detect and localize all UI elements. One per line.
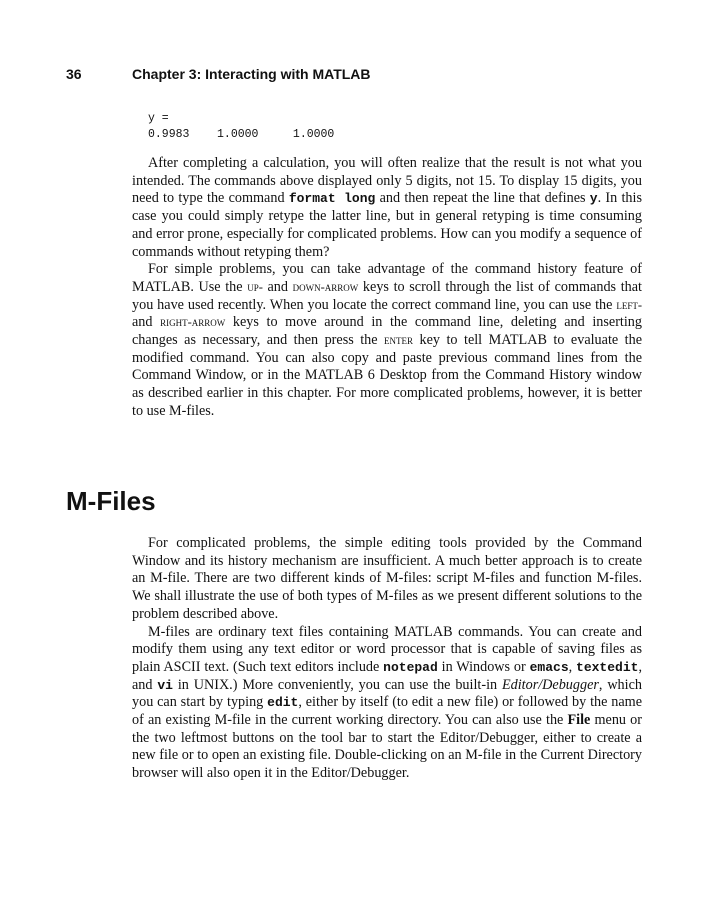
text: and [132,314,161,331]
text: keys to move around in the command line, deleting and inserting changes as necessary, and then press the [132,314,642,349]
section-heading: M-Files [66,486,156,516]
key-name: up- [247,279,263,294]
text: and [262,278,293,295]
text: keys to scroll through the list of commands that you have used recently. When you locate the correct command line, you can use the [132,278,642,313]
text: For simple problems, you can take advantage of the command history feature of MATLAB. Use the [132,261,642,295]
key-name: left- [616,297,642,312]
inline-code: edit [267,695,299,711]
text: , [568,658,577,675]
text: , either by itself (to edit a new file) or followed by the name of an existing M-file in the current working directory. You can also use the [132,694,642,729]
bold-term: File [567,712,591,729]
chapter-title: Chapter 3: Interacting with MATLAB [132,66,371,82]
text: M-files are ordinary text files containing MATLAB commands. You can create and modify them using any text editor or word processor that is capable of saving files as plain ASCII text. (Such text editors include [132,623,642,675]
page-number: 36 [66,66,82,82]
emphasis: Editor/Debugger [501,676,599,693]
body-text-bottom [132,535,642,783]
paragraph-3: For complicated problems, the simple editing tools provided by the Command Window and its history mechanism are insufficient. A much better approach is to create an M-file. There are two different kinds of M-files: script M-files and function M-files. We shall illustrate the use of both types of M-files as we present different solutions to the problem described above. [132,535,642,622]
body-text-top [132,155,642,421]
inline-code: notepad [383,659,438,675]
key-name: enter [384,333,414,348]
key-name: down-arrow [292,279,359,294]
text: After completing a calculation, you will often realize that the result is not what you intended. The commands above displayed only 5 digits, not 15. To display 15 digits, you need to type the command [132,155,642,207]
inline-code: vi [157,677,173,693]
text: . In this case you could simply retype the latter line, but in general retyping is time consuming and error prone, especially for complicated problems. How can you modify a sequence of commands without retyping them? [132,190,642,260]
inline-code: format long [288,191,376,207]
text: in UNIX.) More conveniently, you can use the built-in [172,676,502,693]
paragraph-4 [132,624,642,783]
code-line-1: y = [148,112,169,125]
text: and then repeat the line that defines [375,190,590,207]
text: , and [132,658,642,693]
inline-code: y [589,191,598,207]
code-line-2: 0.9983 1.0000 1.0000 [148,128,335,141]
text: key to tell MATLAB to evaluate the modified command. You can also copy and paste previous command lines from the Command Window, or in the MATLAB 6 Desktop from the Command History window as described earlier in this chapter. For more complicated problems, however, it is better to use M-files. [132,332,642,419]
paragraph-2 [132,261,642,420]
text: in Windows or [437,658,530,675]
paragraph-1 [132,155,642,261]
inline-code: emacs [529,659,569,675]
key-name: right-arrow [160,315,226,330]
text: menu or the two leftmost buttons on the tool bar to start the Editor/Debugger, either to create a new file or to open an existing file. Double-clicking on an M-file in the Current Directory browser will also open it in the Editor/Debugger. [132,712,642,782]
inline-code: textedit [576,659,639,675]
text: , which you can start by typing [132,676,642,711]
